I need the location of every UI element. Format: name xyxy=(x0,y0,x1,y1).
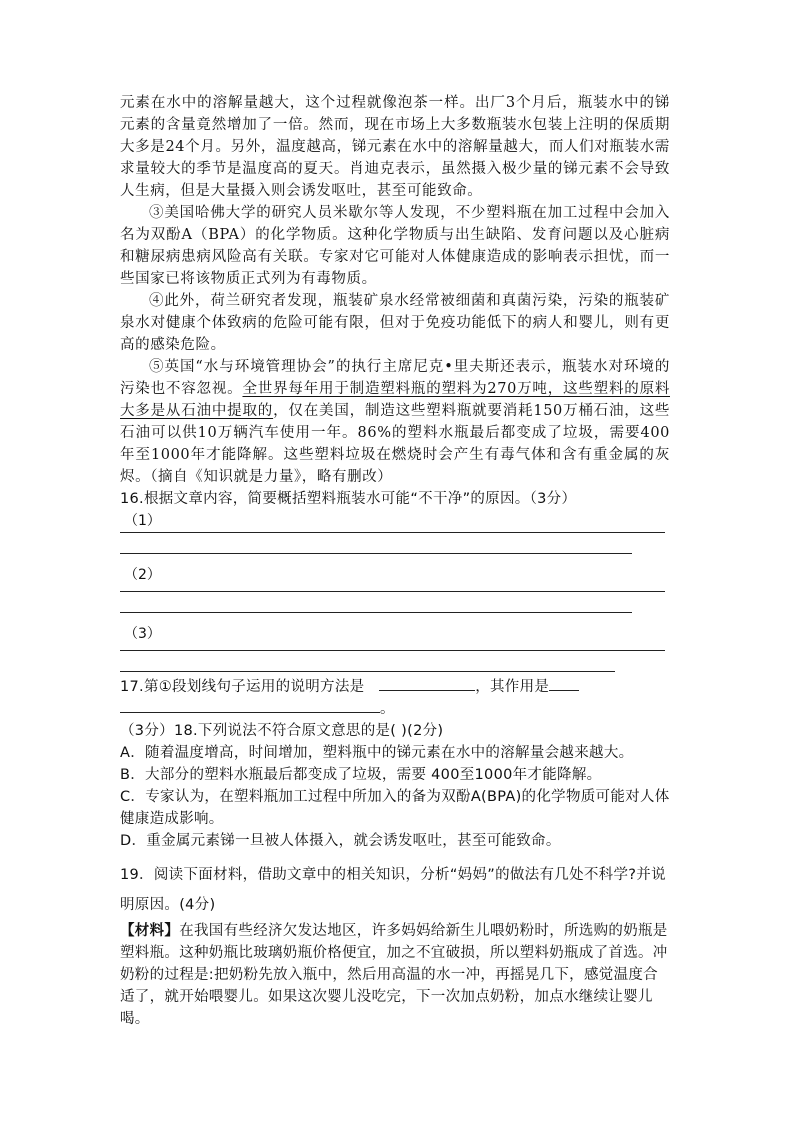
question-17-cont xyxy=(120,698,670,720)
q18-option-d: D．重金属元素锑一旦被人体摄入，就会诱发呕吐，甚至可能致命。 xyxy=(120,833,561,849)
answer-line-1b[interactable] xyxy=(120,553,632,554)
answer-line-1a[interactable] xyxy=(120,532,665,533)
question-17 xyxy=(120,676,670,698)
q17-part1: 17.第①段划线句子运用的说明方法是 xyxy=(120,679,365,695)
q17-blank-effect[interactable] xyxy=(120,698,380,713)
p5-before: ⑤英国“水与环境管理协会”的执行主席尼克•里夫斯还表示，瓶装水对环境的污染也不容忽视。 xyxy=(120,359,670,397)
q17-part2: ，其作用是 xyxy=(475,679,550,695)
answer-label-3: （3） xyxy=(124,626,161,642)
question-19: 19．阅读下面材料，借助文章中的相关知识，分析“妈妈”的做法有几处不科学?并说明原因。(4分) xyxy=(120,867,666,913)
material-tag: 【材料】 xyxy=(120,923,180,939)
passage-paragraph-4: ④此外，荷兰研究者发现，瓶装矿泉水经常被细菌和真菌污染，污染的瓶装矿泉水对健康个体致病的危险可能有限，但对于免疫功能低下的病人和婴儿，则有更高的感染危险。 xyxy=(120,293,670,353)
q17-end: 。 xyxy=(380,701,395,717)
q17-blank-method[interactable] xyxy=(379,676,475,691)
answer-line-3a[interactable] xyxy=(120,650,665,651)
q17-blank-effect-start[interactable] xyxy=(549,676,579,691)
q18-option-c: C．专家认为，在塑料瓶加工过程中所加入的备为双酚A(BPA)的化学物质可能对人体健康造成影响。 xyxy=(120,789,670,827)
material-text: 在我国有些经济欠发达地区，许多妈妈给新生儿喂奶粉时，所选购的奶瓶是塑料瓶。这种奶瓶比玻璃奶瓶价格便宜，加之不宜破损，所以塑料奶瓶成了首选。冲奶粉的过程是:把奶粉先放入瓶中，然后用高温的水一冲，再摇晃几下，感觉温度合适了，就开始喂婴儿。如果这次婴儿没吃完，下一次加点奶粉，加点水继续让婴儿喝。 xyxy=(120,923,668,1027)
q18-option-a: A．随着温度增高，时间增加，塑料瓶中的锑元素在水中的溶解量会越来越大。 xyxy=(120,745,634,761)
passage-paragraph-3: ③美国哈佛大学的研究人员米歇尔等人发现，不少塑料瓶在加工过程中会加入名为双酚A（BPA）的化学物质。这种化学物质与出生缺陷、发育问题以及心脏病和糖尿病患病风险高有关联。专家对它可能对人体健康造成的影响表示担忧，而一些国家已将该物质正式列为有毒物质。 xyxy=(120,205,670,287)
q17-score: （3分） xyxy=(120,723,174,739)
answer-line-2b[interactable] xyxy=(120,612,632,613)
q19-material xyxy=(120,920,670,1030)
q18-option-b: B．大部分的塑料水瓶最后都变成了垃圾，需要 400至1000年才能降解。 xyxy=(120,767,602,783)
question-16: 16.根据文章内容，简要概括塑料瓶装水可能“不干净”的原因。（3分） xyxy=(120,491,577,507)
exam-page xyxy=(120,92,670,1030)
q18-text: 18.下列说法不符合原文意思的是( )(2分) xyxy=(173,723,444,739)
p5-after: ，仅在美国，制造这些塑料瓶就要消耗150万桶石油，这些石油可以供10万辆汽车使用一年。86%的塑料水瓶最后都变成了垃圾，需要400年至1000年才能降解。这些塑料垃圾在燃烧时会产生有毒气体和含有重金属的灰烬。（摘自《知识就是力量》，略有删改） xyxy=(120,403,671,485)
answer-label-2: （2） xyxy=(124,567,161,583)
passage-paragraph-5 xyxy=(120,356,670,488)
answer-line-2a[interactable] xyxy=(120,591,665,592)
answer-line-3b[interactable] xyxy=(120,671,615,672)
p5-underlined-sentence: 全世界每年用于制造塑料瓶的塑料为270万吨，这些塑料的原料大多是从石油中提取的 xyxy=(120,381,670,419)
answer-label-1: （1） xyxy=(124,513,161,529)
question-18 xyxy=(120,720,670,742)
passage-paragraph-continued: 元素在水中的溶解量越大，这个过程就像泡茶一样。出厂3个月后，瓶装水中的锑元素的含量竟然增加了一倍。然而，现在市场上大多数瓶装水包装上注明的保质期大多是24个月。另外，温度越高，锑元素在水中的溶解量越大，而人们对瓶装水需求量较大的季节是温度高的夏天。肖迪克表示，虽然摄入极少量的锑元素不会导致人生病，但是大量摄入则会诱发呕吐，甚至可能致命。 xyxy=(120,95,670,199)
